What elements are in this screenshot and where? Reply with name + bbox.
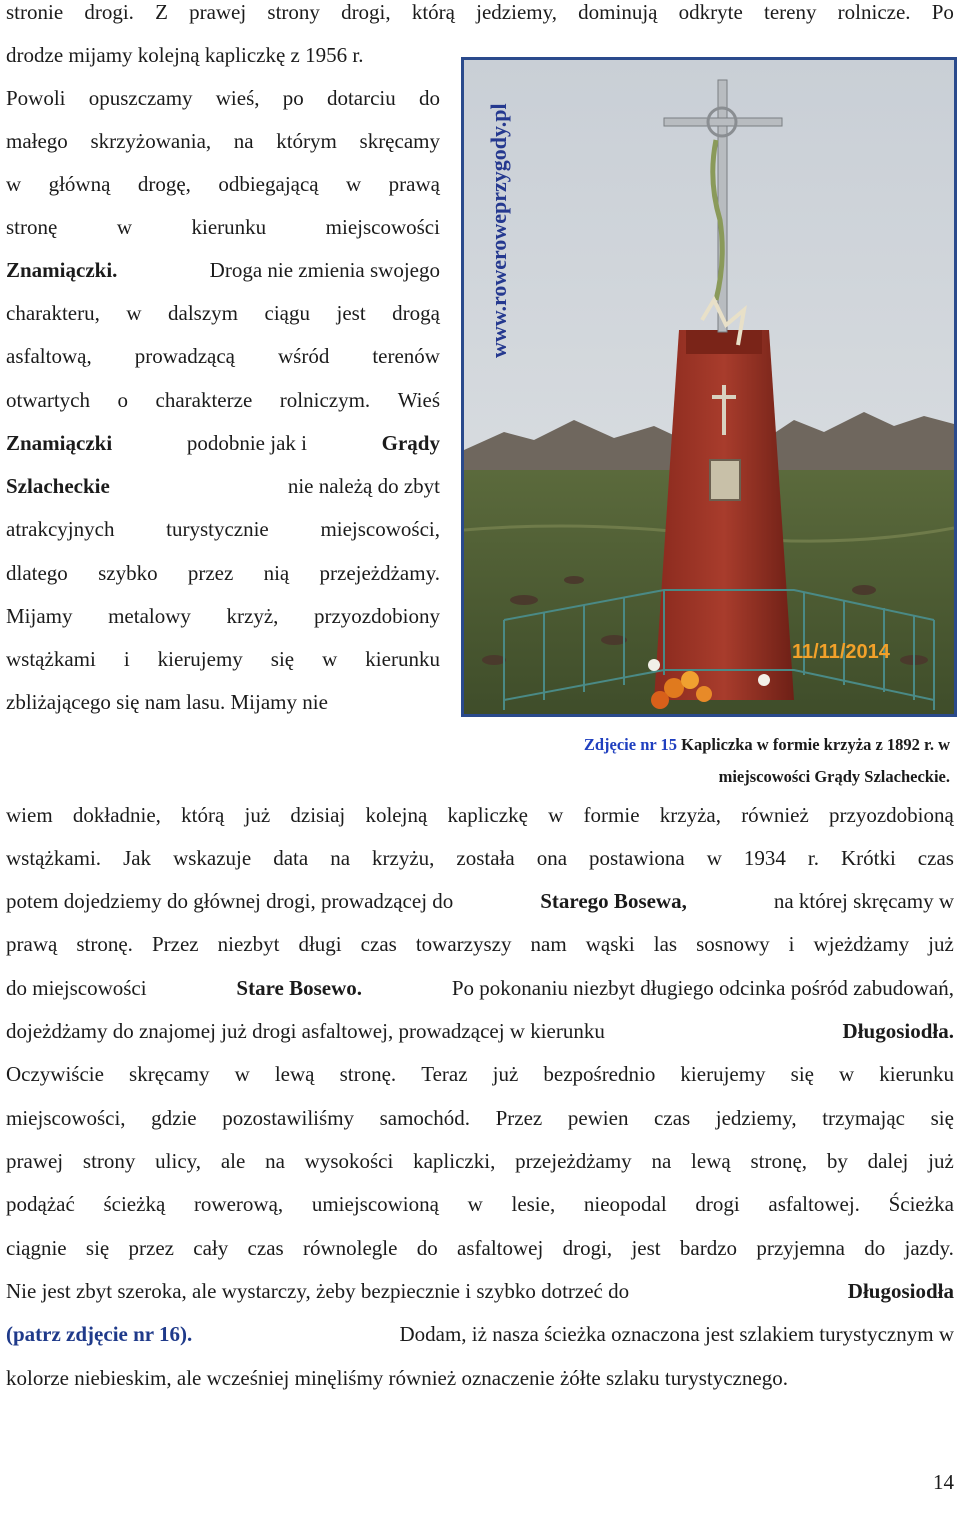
word: również [741, 803, 809, 827]
word: już [492, 1062, 519, 1086]
word: wśród [277, 344, 330, 368]
word: asfaltową, [6, 344, 92, 368]
word: jazdy. [904, 1236, 954, 1260]
photo-caption-line2 [719, 767, 950, 787]
word: jedziemy, [476, 0, 557, 24]
word: w [126, 301, 142, 325]
text-line [6, 690, 328, 714]
word: w [6, 172, 22, 196]
word: drogi, [562, 1236, 613, 1260]
word: kierujemy [680, 1062, 766, 1086]
word: trzymając [822, 1106, 905, 1130]
word: którą [181, 803, 225, 827]
word: się [930, 1106, 954, 1130]
text: nie należą do zbyt [287, 474, 440, 498]
word: tereny [764, 0, 817, 24]
word: długi [298, 932, 342, 956]
text-line [6, 846, 954, 870]
word: którym [276, 129, 337, 153]
word: przyozdobioną [829, 803, 954, 827]
word: 1934 [743, 846, 786, 870]
word: równolegle [302, 1236, 398, 1260]
word: w [346, 172, 362, 196]
text-line [6, 1322, 954, 1346]
text-line [6, 1366, 788, 1390]
word: las [653, 932, 678, 956]
word: Po [931, 0, 954, 24]
word: wstążkami. [6, 846, 102, 870]
text-line [6, 86, 440, 110]
place-name-bold: Znamiączki. [6, 258, 118, 282]
word: niezbyt [217, 932, 280, 956]
word: odbiegającą [218, 172, 319, 196]
word: przez [128, 1236, 174, 1260]
word: dalej [867, 1149, 909, 1173]
word: kolejną [365, 803, 428, 827]
obelisk-cap [686, 330, 762, 354]
photo-caption [584, 735, 950, 755]
word: ciągu [264, 301, 310, 325]
word: atrakcyjnych [6, 517, 115, 541]
word: ona [536, 846, 568, 870]
plaque [710, 460, 740, 500]
word: rolniczym. [279, 388, 371, 412]
word: Teraz [421, 1062, 468, 1086]
word: prawej [189, 0, 247, 24]
text-line [6, 431, 440, 455]
word: została [456, 846, 515, 870]
word: prawej [6, 1149, 64, 1173]
text: Droga nie zmienia swojego [209, 258, 440, 282]
word: już [928, 1149, 954, 1173]
word: w [322, 647, 338, 671]
word: dzisiaj [290, 803, 346, 827]
text-line [6, 344, 440, 368]
word: jest [631, 1236, 661, 1260]
word: turystycznie [166, 517, 269, 541]
word: krzyża, [659, 803, 721, 827]
word: ulicy, [155, 1149, 202, 1173]
text: Dodam, iż nasza ścieżka oznaczona jest szlakiem turystycznym w [399, 1322, 954, 1346]
small-cross [722, 385, 726, 435]
text-line [6, 604, 440, 628]
word: prawą [388, 172, 440, 196]
text: zbliżającego się nam lasu. Mijamy nie [6, 690, 328, 714]
word: Powoli [6, 86, 66, 110]
text-line [6, 1236, 954, 1260]
word: towarzyszy [415, 932, 512, 956]
caption-text: Kapliczka w formie krzyża z 1892 r. w [681, 735, 950, 754]
word: strony [267, 0, 320, 24]
caption-text: miejscowości Grądy Szlacheckie. [718, 767, 950, 786]
word: Oczywiście [6, 1062, 104, 1086]
place-name-bold: Długosiodła [847, 1279, 954, 1303]
word: wstążkami [6, 647, 96, 671]
word: dlatego [6, 561, 68, 585]
word: się [270, 647, 295, 671]
word: lewą [691, 1149, 731, 1173]
text-line [6, 1279, 954, 1303]
word: przejeżdżamy [515, 1149, 632, 1173]
text: drodze mijamy kolejną kapliczkę z 1956 r. [6, 43, 364, 67]
justified-words [6, 215, 440, 239]
word: ale [220, 1149, 246, 1173]
word: nieopodal [583, 1192, 667, 1216]
word: formie [583, 803, 640, 827]
text-line [6, 803, 954, 827]
word: w [839, 1062, 855, 1086]
word: czas [360, 932, 397, 956]
word: drogę, [137, 172, 191, 196]
word: stronę. [76, 932, 133, 956]
word: rolnicze. [837, 0, 911, 24]
word: ścieżką [103, 1192, 166, 1216]
text: podobnie jak i [186, 431, 307, 455]
watermark [482, 62, 514, 362]
photo-illustration [464, 60, 954, 714]
word: Ścieżka [888, 1192, 954, 1216]
word: pozostawiliśmy [222, 1106, 355, 1130]
word: metalowy [108, 604, 191, 628]
text-line [6, 517, 440, 541]
word: asfaltowej. [768, 1192, 860, 1216]
word: postawiona [589, 846, 685, 870]
text-line [6, 976, 954, 1000]
word: krzyżu, [372, 846, 435, 870]
word: i [788, 932, 795, 956]
text-line [6, 1192, 954, 1216]
text-line [6, 43, 363, 67]
text-line [6, 301, 440, 325]
text-line [6, 647, 440, 671]
word: główną [48, 172, 111, 196]
text-line [6, 258, 440, 282]
word: by [826, 1149, 848, 1173]
word: Wieś [397, 388, 440, 412]
text: Nie jest zbyt szeroka, ale wystarczy, żeby bezpiecznie i szybko dotrzeć do [6, 1279, 630, 1303]
word: charakteru, [6, 301, 100, 325]
word: przyjemna [756, 1236, 845, 1260]
word: lesie, [511, 1192, 556, 1216]
word: odkryte [678, 0, 743, 24]
word: stronę, [750, 1149, 808, 1173]
text-line [6, 561, 440, 585]
text-line [6, 0, 954, 24]
word: przyozdobiony [313, 604, 440, 628]
word: bardzo [679, 1236, 738, 1260]
word: do [418, 86, 440, 110]
word: kierunku [365, 647, 440, 671]
word: na [265, 1149, 285, 1173]
word: w [116, 215, 132, 239]
word: ciągnie [6, 1236, 67, 1260]
word: na [330, 846, 351, 870]
word: po [282, 86, 304, 110]
word: stronę. [339, 1062, 397, 1086]
word: lewą [274, 1062, 315, 1086]
text-line [6, 1149, 954, 1173]
word: otwartych [6, 388, 90, 412]
word: i [123, 647, 130, 671]
word: skrzyżowania, [90, 129, 212, 153]
word: w [548, 803, 564, 827]
place-name-bold: Znamiączki [6, 431, 113, 455]
word: już [928, 932, 954, 956]
word: czas [917, 846, 954, 870]
watermark-text: www.roweroweprzygody.pl [486, 103, 511, 358]
word: prawą [6, 932, 58, 956]
text-line [6, 388, 440, 412]
place-name-bold: Grądy [381, 431, 440, 455]
word: w [467, 1192, 483, 1216]
word: czas [654, 1106, 691, 1130]
word: rowerową, [193, 1192, 284, 1216]
caption-label: Zdjęcie nr 15 [583, 735, 678, 754]
word: opuszczamy [88, 86, 193, 110]
word: jedziemy, [715, 1106, 797, 1130]
word: nam [530, 932, 567, 956]
word: asfaltowej [457, 1236, 544, 1260]
word: do [416, 1236, 438, 1260]
word: gdzie [151, 1106, 197, 1130]
word: skręcamy [129, 1062, 210, 1086]
word: Przez [151, 932, 199, 956]
word: Mijamy [6, 604, 73, 628]
word: na [651, 1149, 672, 1173]
word: podążać [6, 1192, 75, 1216]
word: kierunku [879, 1062, 954, 1086]
word: miejscowości, [6, 1106, 126, 1130]
text: na której skręcamy w [773, 889, 954, 913]
word: którą [411, 0, 455, 24]
word: w [706, 846, 722, 870]
word: data [273, 846, 309, 870]
word: kapliczkę [447, 803, 528, 827]
word: wysokości [304, 1149, 394, 1173]
word: terenów [372, 344, 440, 368]
word: charakterze [155, 388, 253, 412]
word: strony [82, 1149, 136, 1173]
word: samochód. [379, 1106, 471, 1130]
place-name-bold: Starego Bosewa, [540, 889, 687, 913]
word: miejscowości [325, 215, 440, 239]
page-number: 14 [933, 1470, 954, 1494]
word: jest [336, 301, 366, 325]
text: do miejscowości [6, 976, 147, 1000]
word: drogi. [84, 0, 134, 24]
word: drogi, [341, 0, 391, 24]
text: potem dojedziemy do głównej drogi, prowadzącej do [6, 889, 454, 913]
place-name-bold: Szlacheckie [6, 474, 110, 498]
word: Jak [123, 846, 152, 870]
word: Przez [495, 1106, 543, 1130]
text-line [6, 172, 440, 196]
word: krzyż, [226, 604, 279, 628]
date-stamp: 11/11/2014 [792, 641, 890, 663]
place-name-bold: Długosiodła. [842, 1019, 954, 1043]
word: miejscowości, [320, 517, 440, 541]
word: r. [807, 846, 819, 870]
word: wskazuje [173, 846, 252, 870]
text-line [6, 1019, 954, 1043]
text-line [6, 215, 440, 239]
word: o [117, 388, 128, 412]
word: dominują [578, 0, 658, 24]
word: kierunku [191, 215, 267, 239]
word: czas [247, 1236, 284, 1260]
word: szybko [98, 561, 158, 585]
text-line [6, 1106, 954, 1130]
word: wjeżdżamy [813, 932, 910, 956]
text-line [6, 474, 440, 498]
word: cały [193, 1236, 229, 1260]
word: do [864, 1236, 886, 1260]
word: już [244, 803, 271, 827]
word: umiejscowioną [311, 1192, 439, 1216]
text: kolorze niebieskim, ale wcześniej minęliśmy również oznaczenie żółte szlaku turystycznego. [6, 1366, 788, 1390]
word: stronie [6, 0, 64, 24]
word: drogi [695, 1192, 740, 1216]
word: przejeżdżamy. [319, 561, 440, 585]
word: dotarciu [326, 86, 396, 110]
word: na [233, 129, 254, 153]
word: dokładnie, [72, 803, 161, 827]
word: wieś, [215, 86, 260, 110]
word: kapliczki, [413, 1149, 496, 1173]
word: dalszym [168, 301, 239, 325]
word: bezpośrednio [543, 1062, 656, 1086]
word: stronę [6, 215, 58, 239]
text-line [6, 129, 440, 153]
word: małego [6, 129, 68, 153]
word: kierujemy [157, 647, 243, 671]
word: skręcamy [359, 129, 440, 153]
word: się [790, 1062, 814, 1086]
word: sosnowy [696, 932, 770, 956]
word: Z [155, 0, 168, 24]
text: Po pokonaniu niezbyt długiego odcinka pośród zabudowań, [451, 976, 954, 1000]
text-line [6, 932, 954, 956]
word: pewien [567, 1106, 629, 1130]
word: w [234, 1062, 250, 1086]
word: Krótki [840, 846, 896, 870]
word: drogą [392, 301, 440, 325]
photo-reference: (patrz zdjęcie nr 16). [6, 1322, 193, 1346]
word: się [85, 1236, 110, 1260]
word: wiem [6, 803, 53, 827]
text-line [6, 889, 954, 913]
text: dojeżdżamy do znajomej już drogi asfaltowej, prowadzącej w kierunku [6, 1019, 605, 1043]
word: przez [187, 561, 234, 585]
word: wąski [585, 932, 635, 956]
word: nią [263, 561, 290, 585]
word: prowadzącą [134, 344, 235, 368]
text-line [6, 1062, 954, 1086]
place-name-bold: Stare Bosewo. [236, 976, 362, 1000]
shrine-photo [461, 57, 957, 717]
